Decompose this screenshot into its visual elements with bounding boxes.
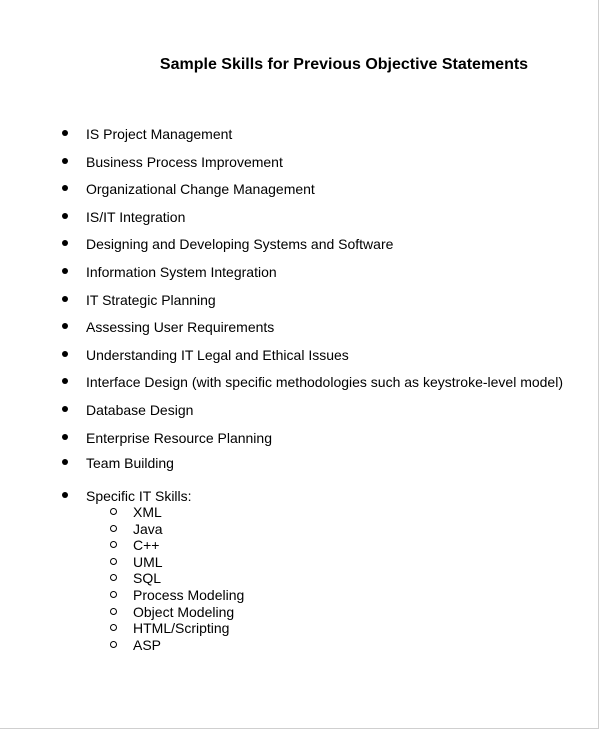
- list-item: [0, 372, 600, 400]
- bullet-icon: [62, 434, 68, 440]
- bullet-icon: [62, 296, 68, 302]
- it-skill-label: SQL: [133, 570, 162, 587]
- list-item: [0, 453, 600, 481]
- list-item: [0, 620, 600, 637]
- list-item: [0, 207, 600, 235]
- list-item: [0, 290, 600, 318]
- it-skill-label: C++: [133, 537, 160, 554]
- bullet-icon: [62, 351, 68, 357]
- skill-label: Database Design: [86, 401, 194, 418]
- list-item: [0, 317, 600, 345]
- it-skill-label: Java: [133, 520, 163, 537]
- hollow-bullet-icon: [110, 624, 117, 631]
- it-skill-label: XML: [133, 504, 162, 520]
- list-item: [0, 428, 600, 453]
- bullet-icon: [62, 492, 68, 498]
- list-item: [0, 179, 600, 207]
- it-skill-label: UML: [133, 553, 163, 570]
- skill-label: Interface Design (with specific methodologies such as keystroke-level model): [86, 374, 563, 391]
- hollow-bullet-icon: [110, 608, 117, 615]
- skill-label: IS Project Management: [86, 126, 233, 142]
- bullet-icon: [62, 268, 68, 274]
- it-skill-label: ASP: [133, 636, 162, 653]
- it-skill-label: Process Modeling: [133, 586, 245, 603]
- bullet-icon: [62, 378, 68, 384]
- list-item: [0, 234, 600, 262]
- bullet-icon: [62, 185, 68, 191]
- list-item: [0, 604, 600, 621]
- bullet-icon: [62, 213, 68, 219]
- list-item: [0, 537, 600, 554]
- bullet-icon: [62, 158, 68, 164]
- bullet-icon: [62, 459, 68, 465]
- list-item: [0, 152, 600, 180]
- list-item: [0, 400, 600, 428]
- hollow-bullet-icon: [110, 525, 117, 532]
- hollow-bullet-icon: [110, 641, 117, 648]
- list-item: [0, 124, 600, 152]
- hollow-bullet-icon: [110, 574, 117, 581]
- list-item: [0, 554, 600, 571]
- skill-label: Business Process Improvement: [86, 153, 283, 170]
- list-item: [0, 521, 600, 538]
- page-title: Sample Skills for Previous Objective Statements: [159, 56, 529, 73]
- it-skill-label: HTML/Scripting: [133, 620, 230, 637]
- skill-label: Team Building: [86, 454, 174, 471]
- hollow-bullet-icon: [110, 508, 117, 515]
- skills-list: [0, 124, 600, 480]
- skill-label: Enterprise Resource Planning: [86, 429, 272, 446]
- bullet-icon: [62, 406, 68, 412]
- hollow-bullet-icon: [110, 541, 117, 548]
- list-item: [0, 262, 600, 290]
- list-item: [0, 504, 600, 521]
- list-item: [0, 637, 600, 654]
- skill-label: IT Strategic Planning: [86, 291, 216, 308]
- it-skill-label: Object Modeling: [133, 603, 235, 620]
- skill-label: Understanding IT Legal and Ethical Issues: [86, 346, 349, 363]
- list-item: [0, 587, 600, 604]
- skill-label: Assessing User Requirements: [86, 319, 275, 336]
- list-item: [0, 570, 600, 587]
- bullet-icon: [62, 240, 68, 246]
- bullet-icon: [62, 323, 68, 329]
- skill-label: Organizational Change Management: [86, 181, 315, 198]
- list-item: [0, 345, 600, 373]
- skill-label: Designing and Developing Systems and Software: [86, 236, 394, 253]
- bullet-icon: [62, 130, 68, 136]
- specific-it-skills-label: Specific IT Skills:: [86, 488, 192, 504]
- hollow-bullet-icon: [110, 558, 117, 565]
- specific-it-skills-list: [0, 504, 600, 653]
- hollow-bullet-icon: [110, 591, 117, 598]
- skill-label: IS/IT Integration: [86, 208, 186, 225]
- skill-label: Information System Integration: [86, 263, 277, 280]
